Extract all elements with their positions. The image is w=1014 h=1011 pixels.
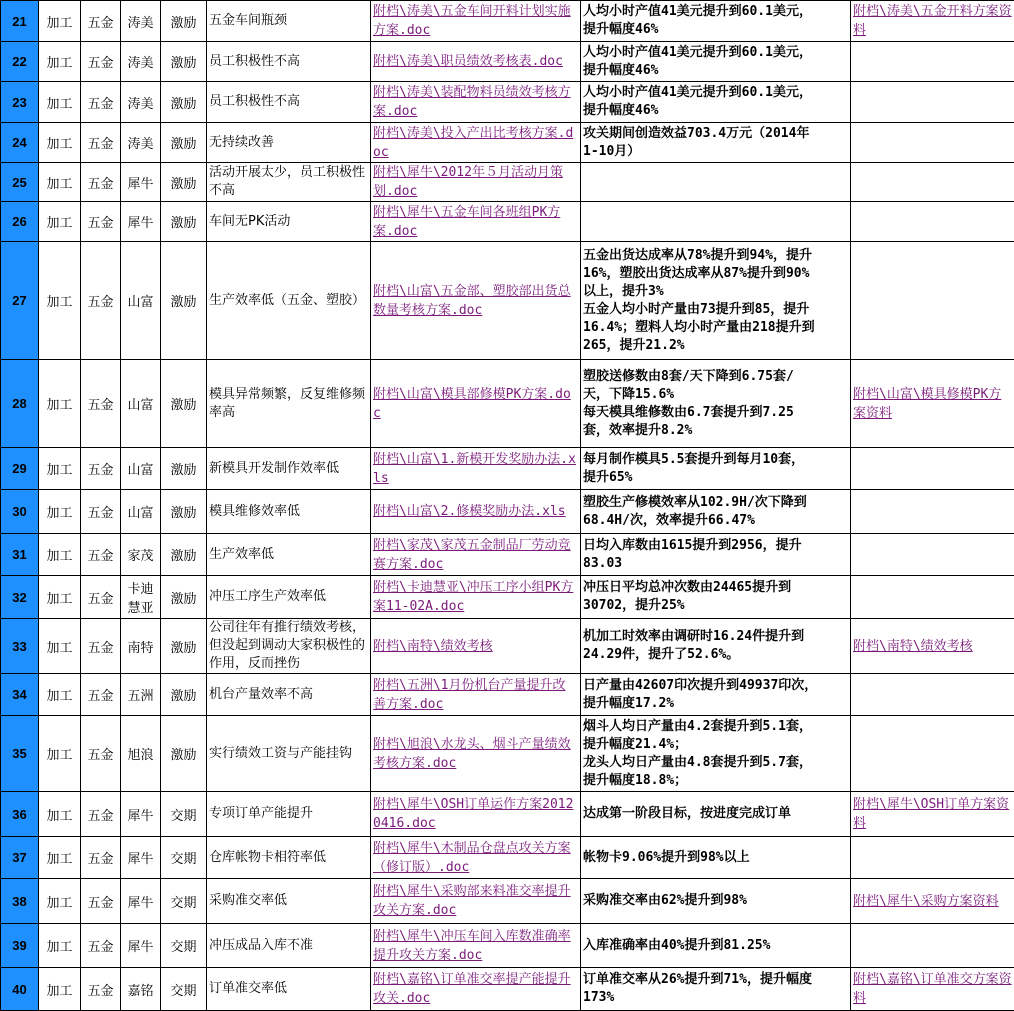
company-cell[interactable]: 涛美	[121, 42, 161, 82]
plan-link[interactable]	[851, 490, 1014, 534]
problem-cell[interactable]: 活动开展太少，员工积极性不高	[207, 163, 371, 202]
result-cell[interactable]: 帐物卡9.06%提升到98%以上	[581, 837, 851, 879]
attachment-link-text[interactable]: 附档\山富\模具部修模PK方案.doc	[373, 387, 571, 421]
category-cell[interactable]: 五金	[81, 42, 121, 82]
row-number-cell[interactable]: 25	[1, 163, 39, 202]
method-cell[interactable]: 激励	[161, 534, 207, 576]
table-row	[1, 674, 1014, 716]
company-cell[interactable]: 卡迪慧亚	[121, 576, 161, 619]
type-cell[interactable]: 加工	[39, 123, 81, 163]
method-cell[interactable]: 激励	[161, 360, 207, 448]
method-cell[interactable]: 激励	[161, 674, 207, 716]
plan-link[interactable]	[851, 123, 1014, 163]
company-cell[interactable]: 山富	[121, 242, 161, 360]
attachment-link[interactable]	[371, 242, 581, 360]
problem-cell[interactable]: 公司往年有推行绩效考核，但没起到调动大家积极性的作用，反而挫伤	[207, 619, 371, 674]
attachment-link-text[interactable]: 附档\山富\2.修模奖励办法.xls	[373, 504, 566, 519]
attachment-link[interactable]	[371, 1, 581, 42]
problem-cell[interactable]: 订单准交率低	[207, 968, 371, 1011]
result-cell[interactable]: 每月制作模具5.5套提升到每月10套， 提升65%	[581, 448, 851, 490]
row-number-cell[interactable]: 26	[1, 202, 39, 242]
plan-link-text[interactable]: 附档\山富\模具修模PK方案资料	[853, 387, 1001, 421]
table-row	[1, 879, 1014, 924]
attachment-link-text[interactable]: 附档\家茂\家茂五金制品厂劳动竞赛方案.doc	[373, 538, 571, 572]
result-cell[interactable]: 订单准交率从26%提升到71%，提升幅度 173%	[581, 968, 851, 1011]
method-cell[interactable]: 激励	[161, 202, 207, 242]
category-cell[interactable]: 五金	[81, 674, 121, 716]
attachment-link[interactable]	[371, 360, 581, 448]
type-cell[interactable]: 加工	[39, 879, 81, 924]
result-cell[interactable]: 五金出货达成率从78%提升到94%，提升 16%，塑胶出货达成率从87%提升到90% 以上，提升3% 五金人均小时产量由73提升到85，提升 16.4%；塑料人均小时产量由218提升到 265，提升21.2%	[581, 242, 851, 360]
method-cell[interactable]: 激励	[161, 448, 207, 490]
company-cell[interactable]: 南特	[121, 619, 161, 674]
row-number-cell[interactable]: 40	[1, 968, 39, 1011]
table-row	[1, 716, 1014, 792]
result-cell[interactable]: 日均入库数由1615提升到2956，提升 83.03	[581, 534, 851, 576]
row-number-cell[interactable]: 32	[1, 576, 39, 619]
result-cell[interactable]: 人均小时产值41美元提升到60.1美元， 提升幅度46%	[581, 1, 851, 42]
company-cell[interactable]: 犀牛	[121, 202, 161, 242]
result-cell[interactable]: 达成第一阶段目标，按进度完成订单	[581, 792, 851, 837]
problem-cell[interactable]: 员工积极性不高	[207, 42, 371, 82]
company-cell[interactable]: 五洲	[121, 674, 161, 716]
type-cell[interactable]: 加工	[39, 202, 81, 242]
table-row	[1, 534, 1014, 576]
attachment-link[interactable]	[371, 123, 581, 163]
company-cell[interactable]: 涛美	[121, 82, 161, 123]
method-cell[interactable]: 交期	[161, 968, 207, 1011]
table-row	[1, 619, 1014, 674]
row-number-cell[interactable]: 28	[1, 360, 39, 448]
method-cell[interactable]: 激励	[161, 490, 207, 534]
type-cell[interactable]: 加工	[39, 163, 81, 202]
plan-link-text[interactable]: 附档\涛美\五金开料方案资料	[853, 4, 1012, 38]
plan-link[interactable]	[851, 534, 1014, 576]
category-cell[interactable]: 五金	[81, 837, 121, 879]
category-cell[interactable]: 五金	[81, 360, 121, 448]
problem-cell[interactable]: 员工积极性不高	[207, 82, 371, 123]
problem-cell[interactable]: 仓库帐物卡相符率低	[207, 837, 371, 879]
attachment-link-text[interactable]: 附档\犀牛\冲压车间入库数准确率提升攻关方案.doc	[373, 929, 571, 963]
attachment-link-text[interactable]: 附档\山富\1.新模开发奖励办法.xls	[373, 452, 576, 486]
method-cell[interactable]: 激励	[161, 82, 207, 123]
problem-cell[interactable]: 实行绩效工资与产能挂钩	[207, 716, 371, 792]
method-cell[interactable]: 激励	[161, 123, 207, 163]
method-cell[interactable]: 交期	[161, 879, 207, 924]
type-cell[interactable]: 加工	[39, 82, 81, 123]
category-cell[interactable]: 五金	[81, 202, 121, 242]
type-cell[interactable]: 加工	[39, 490, 81, 534]
table-row	[1, 360, 1014, 448]
company-cell[interactable]: 犀牛	[121, 924, 161, 968]
method-cell[interactable]: 交期	[161, 924, 207, 968]
table-row	[1, 837, 1014, 879]
attachment-link[interactable]	[371, 82, 581, 123]
row-number-cell[interactable]: 31	[1, 534, 39, 576]
table-row	[1, 1, 1014, 42]
table-row	[1, 163, 1014, 202]
table-row	[1, 792, 1014, 837]
result-cell[interactable]	[581, 163, 851, 202]
plan-link[interactable]	[851, 674, 1014, 716]
method-cell[interactable]: 激励	[161, 242, 207, 360]
type-cell[interactable]: 加工	[39, 674, 81, 716]
category-cell[interactable]: 五金	[81, 792, 121, 837]
attachment-link-text[interactable]: 附档\涛美\职员绩效考核表.doc	[373, 54, 563, 69]
category-cell[interactable]: 五金	[81, 619, 121, 674]
attachment-link-text[interactable]: 附档\犀牛\OSH订单运作方案20120416.doc	[373, 797, 573, 831]
company-cell[interactable]: 旭浪	[121, 716, 161, 792]
type-cell[interactable]: 加工	[39, 360, 81, 448]
table-row	[1, 42, 1014, 82]
row-number-cell[interactable]: 23	[1, 82, 39, 123]
row-number-cell[interactable]: 38	[1, 879, 39, 924]
problem-cell[interactable]: 生产效率低	[207, 534, 371, 576]
attachment-link[interactable]	[371, 490, 581, 534]
type-cell[interactable]: 加工	[39, 924, 81, 968]
plan-link[interactable]	[851, 448, 1014, 490]
attachment-link-text[interactable]: 附档\山富\五金部、塑胶部出货总数量考核方案.doc	[373, 284, 571, 318]
plan-link[interactable]	[851, 202, 1014, 242]
category-cell[interactable]: 五金	[81, 534, 121, 576]
method-cell[interactable]: 激励	[161, 163, 207, 202]
plan-link[interactable]	[851, 163, 1014, 202]
plan-link[interactable]	[851, 837, 1014, 879]
type-cell[interactable]: 加工	[39, 242, 81, 360]
row-number-cell[interactable]: 24	[1, 123, 39, 163]
company-cell[interactable]: 犀牛	[121, 163, 161, 202]
plan-link-text[interactable]: 附档\犀牛\采购方案资料	[853, 894, 999, 909]
plan-link-text[interactable]: 附档\嘉铭\订单准交方案资料	[853, 972, 1012, 1006]
problem-cell[interactable]: 冲压工序生产效率低	[207, 576, 371, 619]
category-cell[interactable]: 五金	[81, 163, 121, 202]
attachment-link[interactable]	[371, 924, 581, 968]
type-cell[interactable]: 加工	[39, 42, 81, 82]
problem-cell[interactable]: 模具维修效率低	[207, 490, 371, 534]
category-cell[interactable]: 五金	[81, 879, 121, 924]
method-cell[interactable]: 激励	[161, 42, 207, 82]
company-cell[interactable]: 犀牛	[121, 837, 161, 879]
attachment-link-text[interactable]: 附档\卡迪慧亚\冲压工序小组PK方案11-02A.doc	[373, 580, 573, 614]
plan-link[interactable]	[851, 968, 1014, 1011]
attachment-link[interactable]	[371, 576, 581, 619]
method-cell[interactable]: 交期	[161, 792, 207, 837]
attachment-link[interactable]	[371, 202, 581, 242]
type-cell[interactable]: 加工	[39, 576, 81, 619]
attachment-link-text[interactable]: 附档\涛美\五金车间开料计划实施方案.doc	[373, 4, 571, 38]
row-number-cell[interactable]: 27	[1, 242, 39, 360]
problem-cell[interactable]: 冲压成品入库不准	[207, 924, 371, 968]
row-number-cell[interactable]: 22	[1, 42, 39, 82]
category-cell[interactable]: 五金	[81, 123, 121, 163]
attachment-link-text[interactable]: 附档\南特\绩效考核	[373, 639, 493, 654]
table-row	[1, 968, 1014, 1011]
attachment-link[interactable]	[371, 163, 581, 202]
plan-link[interactable]	[851, 42, 1014, 82]
table-body	[1, 1, 1014, 1011]
company-cell[interactable]: 涛美	[121, 123, 161, 163]
result-cell[interactable]: 机加工时效率由调研时16.24件提升到 24.29件，提升了52.6%。	[581, 619, 851, 674]
attachment-link[interactable]	[371, 674, 581, 716]
category-cell[interactable]: 五金	[81, 448, 121, 490]
category-cell[interactable]: 五金	[81, 490, 121, 534]
result-cell[interactable]: 日产量由42607印次提升到49937印次， 提升幅度17.2%	[581, 674, 851, 716]
plan-link[interactable]	[851, 82, 1014, 123]
type-cell[interactable]: 加工	[39, 968, 81, 1011]
category-cell[interactable]: 五金	[81, 82, 121, 123]
plan-link[interactable]	[851, 792, 1014, 837]
problem-cell[interactable]: 采购准交率低	[207, 879, 371, 924]
problem-cell[interactable]: 模具异常频繁，反复维修频率高	[207, 360, 371, 448]
table-row	[1, 448, 1014, 490]
method-cell[interactable]: 激励	[161, 716, 207, 792]
attachment-link[interactable]	[371, 792, 581, 837]
plan-link-text[interactable]: 附档\南特\绩效考核	[853, 639, 973, 654]
category-cell[interactable]: 五金	[81, 924, 121, 968]
type-cell[interactable]: 加工	[39, 792, 81, 837]
company-cell[interactable]: 山富	[121, 490, 161, 534]
category-cell[interactable]: 五金	[81, 968, 121, 1011]
result-cell[interactable]: 采购准交率由62%提升到98%	[581, 879, 851, 924]
company-cell[interactable]: 山富	[121, 360, 161, 448]
attachment-link-text[interactable]: 附档\涛美\装配物料员绩效考核方案.doc	[373, 85, 571, 119]
problem-cell[interactable]: 无持续改善	[207, 123, 371, 163]
type-cell[interactable]: 加工	[39, 1, 81, 42]
attachment-link-text[interactable]: 附档\犀牛\采购部来料准交率提升攻关方案.doc	[373, 884, 571, 918]
row-number-cell[interactable]: 29	[1, 448, 39, 490]
plan-link[interactable]	[851, 242, 1014, 360]
attachment-link-text[interactable]: 附档\五洲\1月份机台产量提升改善方案.doc	[373, 678, 565, 712]
method-cell[interactable]: 激励	[161, 576, 207, 619]
table-row	[1, 123, 1014, 163]
row-number-cell[interactable]: 39	[1, 924, 39, 968]
row-number-cell[interactable]: 36	[1, 792, 39, 837]
company-cell[interactable]: 家茂	[121, 534, 161, 576]
problem-cell[interactable]: 五金车间瓶颈	[207, 1, 371, 42]
attachment-link-text[interactable]: 附档\犀牛\2012年５月活动月策划.doc	[373, 165, 563, 199]
company-cell[interactable]: 山富	[121, 448, 161, 490]
attachment-link[interactable]	[371, 42, 581, 82]
category-cell[interactable]: 五金	[81, 1, 121, 42]
result-cell[interactable]: 人均小时产值41美元提升到60.1美元， 提升幅度46%	[581, 42, 851, 82]
plan-link[interactable]	[851, 879, 1014, 924]
attachment-link[interactable]	[371, 448, 581, 490]
plan-link[interactable]	[851, 924, 1014, 968]
row-number-cell[interactable]: 30	[1, 490, 39, 534]
row-number-cell[interactable]: 21	[1, 1, 39, 42]
result-cell[interactable]: 攻关期间创造效益703.4万元（2014年 1-10月）	[581, 123, 851, 163]
plan-link-text[interactable]: 附档\犀牛\OSH订单方案资料	[853, 797, 1009, 831]
result-cell[interactable]: 烟斗人均日产量由4.2套提升到5.1套， 提升幅度21.4%； 龙头人均日产量由4.8套提升到5.7套， 提升幅度18.8%；	[581, 716, 851, 792]
type-cell[interactable]: 加工	[39, 534, 81, 576]
plan-link[interactable]	[851, 360, 1014, 448]
table-row	[1, 924, 1014, 968]
problem-cell[interactable]: 专项订单产能提升	[207, 792, 371, 837]
problem-cell[interactable]: 车间无PK活动	[207, 202, 371, 242]
attachment-link[interactable]	[371, 968, 581, 1011]
plan-link[interactable]	[851, 619, 1014, 674]
plan-link[interactable]	[851, 576, 1014, 619]
row-number-cell[interactable]: 34	[1, 674, 39, 716]
result-cell[interactable]: 冲压日平均总冲次数由24465提升到 30702，提升25%	[581, 576, 851, 619]
result-cell[interactable]	[581, 202, 851, 242]
plan-link[interactable]	[851, 1, 1014, 42]
plan-link[interactable]	[851, 716, 1014, 792]
type-cell[interactable]: 加工	[39, 619, 81, 674]
table-row	[1, 242, 1014, 360]
type-cell[interactable]: 加工	[39, 716, 81, 792]
attachment-link-text[interactable]: 附档\涛美\投入产出比考核方案.doc	[373, 126, 573, 160]
table-row	[1, 82, 1014, 123]
result-cell[interactable]: 塑胶生产修模效率从102.9H/次下降到 68.4H/次，效率提升66.47%	[581, 490, 851, 534]
result-cell[interactable]: 人均小时产值41美元提升到60.1美元， 提升幅度46%	[581, 82, 851, 123]
type-cell[interactable]: 加工	[39, 837, 81, 879]
row-number-cell[interactable]: 33	[1, 619, 39, 674]
row-number-cell[interactable]: 37	[1, 837, 39, 879]
table-row	[1, 576, 1014, 619]
attachment-link[interactable]	[371, 716, 581, 792]
problem-cell[interactable]: 生产效率低（五金、塑胶）	[207, 242, 371, 360]
problem-cell[interactable]: 机台产量效率不高	[207, 674, 371, 716]
table-row	[1, 490, 1014, 534]
attachment-link[interactable]	[371, 534, 581, 576]
method-cell[interactable]: 激励	[161, 1, 207, 42]
category-cell[interactable]: 五金	[81, 716, 121, 792]
company-cell[interactable]: 犀牛	[121, 792, 161, 837]
type-cell[interactable]: 加工	[39, 448, 81, 490]
attachment-link-text[interactable]: 附档\嘉铭\订单准交率提产能提升攻关.doc	[373, 972, 571, 1006]
result-cell[interactable]: 入库准确率由40%提升到81.25%	[581, 924, 851, 968]
table-row	[1, 202, 1014, 242]
row-number-cell[interactable]: 35	[1, 716, 39, 792]
category-cell[interactable]: 五金	[81, 576, 121, 619]
problem-cell[interactable]: 新模具开发制作效率低	[207, 448, 371, 490]
result-cell[interactable]: 塑胶送修数由8套/天下降到6.75套/ 天，下降15.6% 每天模具维修数由6.7套提升到7.25 套，效率提升8.2%	[581, 360, 851, 448]
company-cell[interactable]: 涛美	[121, 1, 161, 42]
method-cell[interactable]: 交期	[161, 837, 207, 879]
attachment-link[interactable]	[371, 879, 581, 924]
attachment-link[interactable]	[371, 837, 581, 879]
company-cell[interactable]: 犀牛	[121, 879, 161, 924]
attachment-link-text[interactable]: 附档\犀牛\木制品仓盘点攻关方案（修订版）.doc	[373, 841, 571, 875]
attachment-link[interactable]	[371, 619, 581, 674]
category-cell[interactable]: 五金	[81, 242, 121, 360]
method-cell[interactable]: 激励	[161, 619, 207, 674]
attachment-link-text[interactable]: 附档\犀牛\五金车间各班组PK方案.doc	[373, 205, 560, 239]
attachment-link-text[interactable]: 附档\旭浪\水龙头、烟斗产量绩效考核方案.doc	[373, 737, 571, 771]
company-cell[interactable]: 嘉铭	[121, 968, 161, 1011]
